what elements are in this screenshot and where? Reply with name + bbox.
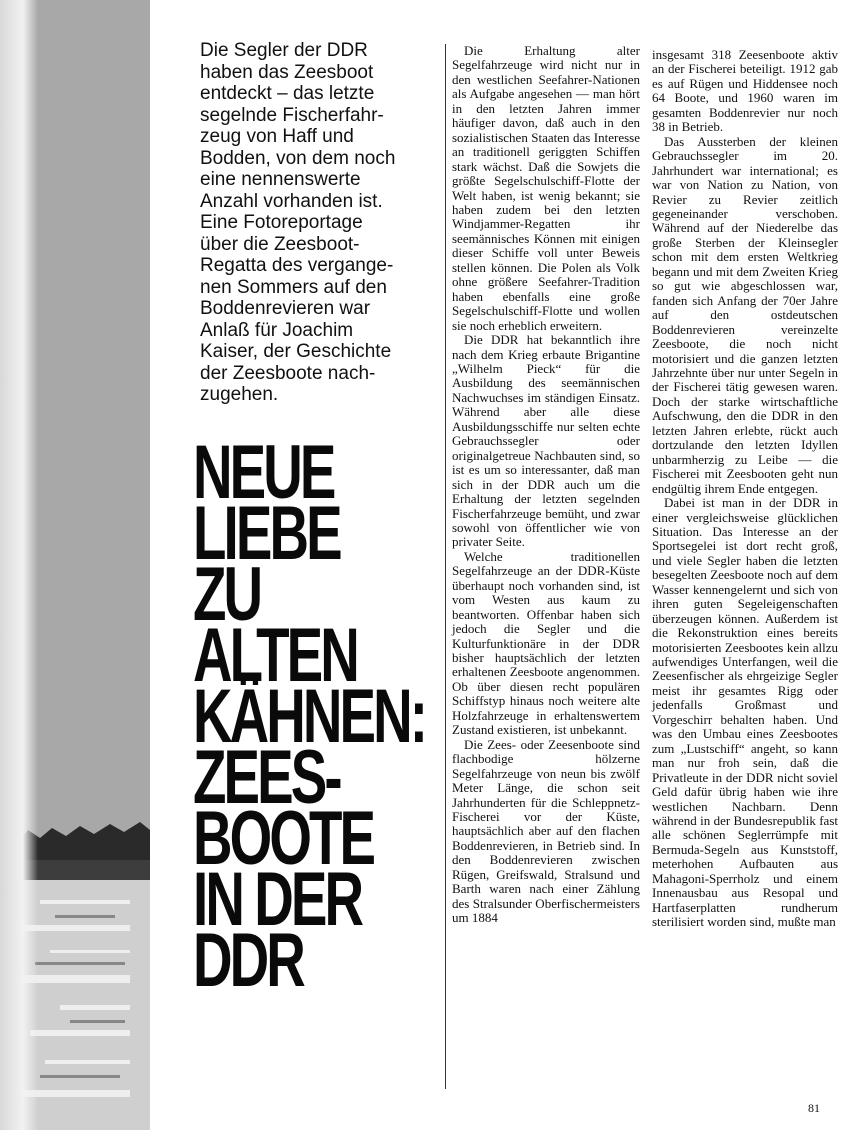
column-divider	[445, 44, 446, 1089]
intro-teaser: Die Segler der DDR haben das Zeesboot entdeckt – das letzte segelnde Fischerfahr- zeug von Haff und Bodden, von dem noch eine nennenswerte Anzahl vorhanden ist. Eine Fotoreportage über die Zeesboot- Regatta des vergange- nen Sommers auf den Boddenrevieren war Anlaß für Joachim Kaiser, der Geschichte der Zeesboote nach- zugehen.	[200, 40, 396, 405]
paragraph: Welche traditionellen Segelfahrzeuge an der DDR-Küste überhaupt noch vorhanden sind, ist vom Westen aus kaum zu beantworten. Offenbar haben sich jedoch die Segler und die Kulturfunktionäre in der DDR bisher hauptsächlich der letzten erhaltenen Zeesboote angenommen. Ob über diesen recht populären Schiffstyp hinaus noch weitere alte Holzfahrzeuge in erhaltenswertem Zustand existieren, ist unbekannt.	[452, 548, 640, 738]
page-gutter-shade	[0, 0, 38, 1130]
article-column-1	[452, 44, 640, 926]
paragraph: Die Erhaltung alter Segelfahrzeuge wird nicht nur in den westlichen Seefahrer-Nationen als Aufgabe angesehen — man hört in den letzten Jahren immer häufiger davon, daß auch in den sozialistischen Staaten das Interesse an traditionell geriggten Schiffen stark wächst. Daß die Sowjets die größte Segelschulschiff-Flotte der Welt haben, ist wenig bekannt; sie haben zudem bei den letzten Windjammer-Regatten ihr seemännisches Können mit einigen dieser Schiffe voll unter Beweis stellen können. Die Polen als Volk ohne größere Seefahrer-Tradition haben ebenfalls eine große Segelschulschiff-Flotte und wollen sie noch erheblich erweitern.	[452, 43, 640, 333]
paragraph: Dabei ist man in der DDR in einer vergleichsweise glücklichen Situation. Das Interesse an der Sportsegelei ist dort recht groß, und viele Segler haben die letzten besegelten Zeesboote noch auf dem Wasser kennengelernt und sich von ihren guten Segeleigenschaften überzeugen können. Außerdem ist die Rekonstruktion eines bereits motorisierten Zeesbootes kein allzu aufwendiges Unterfangen, weil die Zeesenfischer als ehrgeizige Segler meist ihr gesamtes Rigg oder jedenfalls Großmast und Vorgeschirr behalten haben. Und was den Umbau eines Zeesbootes zum „Lustschiff“ angeht, so kann man nur froh sein, daß die Privatleute in der DDR nicht soviel Geld dafür übrig haben wie ihre westlichen Nachbarn. Denn während in der Bundesrepublik fast alle schönen Seglerrümpfe mit Bermuda-Segeln aus Kunststoff, meterhohen Aufbauten aus Mahagoni-Sperrholz und einem Innenausbau aus Resopal und Hartfaserplatten rundherum sterilisiert worden sind, mußte man	[652, 495, 838, 930]
headline: NEUE LIEBE ZU ALTEN KÄHNEN: ZEES- BOOTE IN DER DDR	[193, 430, 426, 1003]
paragraph: Das Aussterben der kleinen Gebrauchssegler im 20. Jahrhundert war international; es war von Nation zu Nation, von Revier zu Revier zeitlich gegeneinander verschoben. Während auf der Niederelbe das große Sterben der Kleinsegler schon mit dem ersten Weltkrieg begann und mit dem Zweiten Krieg so gut wie abgeschlossen war, fanden sich Anfang der 70er Jahre auf den ostdeutschen Boddenrevieren vereinzelte Zeesboote, die noch nicht motorisiert und die ganzen letzten Jahrzehnte über nur unter Segeln in der Fischerei tätig gewesen waren. Doch der starke wirtschaftliche Aufschwung, den die DDR in den letzten Jahren erlebte, rückt auch dortzulande den letzten Idyllen unbarmherzig zu Leibe — die Fischerei mit Zeesbooten geht nun endgültig ihrem Ende entgegen.	[652, 133, 838, 496]
page-number: 81	[808, 1101, 820, 1115]
cover-photo-strip	[0, 0, 150, 1130]
paragraph: insgesamt 318 Zeesenboote aktiv an der Fischerei beteiligt. 1912 gab es auf Rügen und Hiddensee noch 64 Boote, und 1960 waren im gesamten Boddenrevier nur noch 38 in Betrieb.	[652, 47, 838, 135]
article-column-2	[652, 48, 838, 930]
paragraph: Die DDR hat bekanntlich ihre nach dem Krieg erbaute Brigantine „Wilhelm Pieck“ für die Ausbildung des seemännischen Nachwuchses im ständigen Einsatz. Während aber alle diese Ausbildungsschiffe nur selten echte Gebrauchssegler oder originalgetreue Nachbauten sind, so ist es um so interessanter, daß man sich in der DDR auch um die Erhaltung der letzten segelnden Fischerfahrzeuge bemüht, und zwar sowohl von öffentlicher wie von privater Seite.	[452, 332, 640, 550]
paragraph: Die Zees- oder Zeesenboote sind flachbodige hölzerne Segelfahrzeuge von neun bis zwölf Meter Länge, die schon seit Jahrhunderten für die Schleppnetz-Fischerei vor der Küste, hauptsächlich aber auf den flachen Boddenrevieren, in Betrieb sind. In den Boddenrevieren zwischen Rügen, Greifswald, Stralsund und Barth waren nach einer Zählung des Stralsunder Oberfischermeisters um 1884	[452, 736, 640, 926]
